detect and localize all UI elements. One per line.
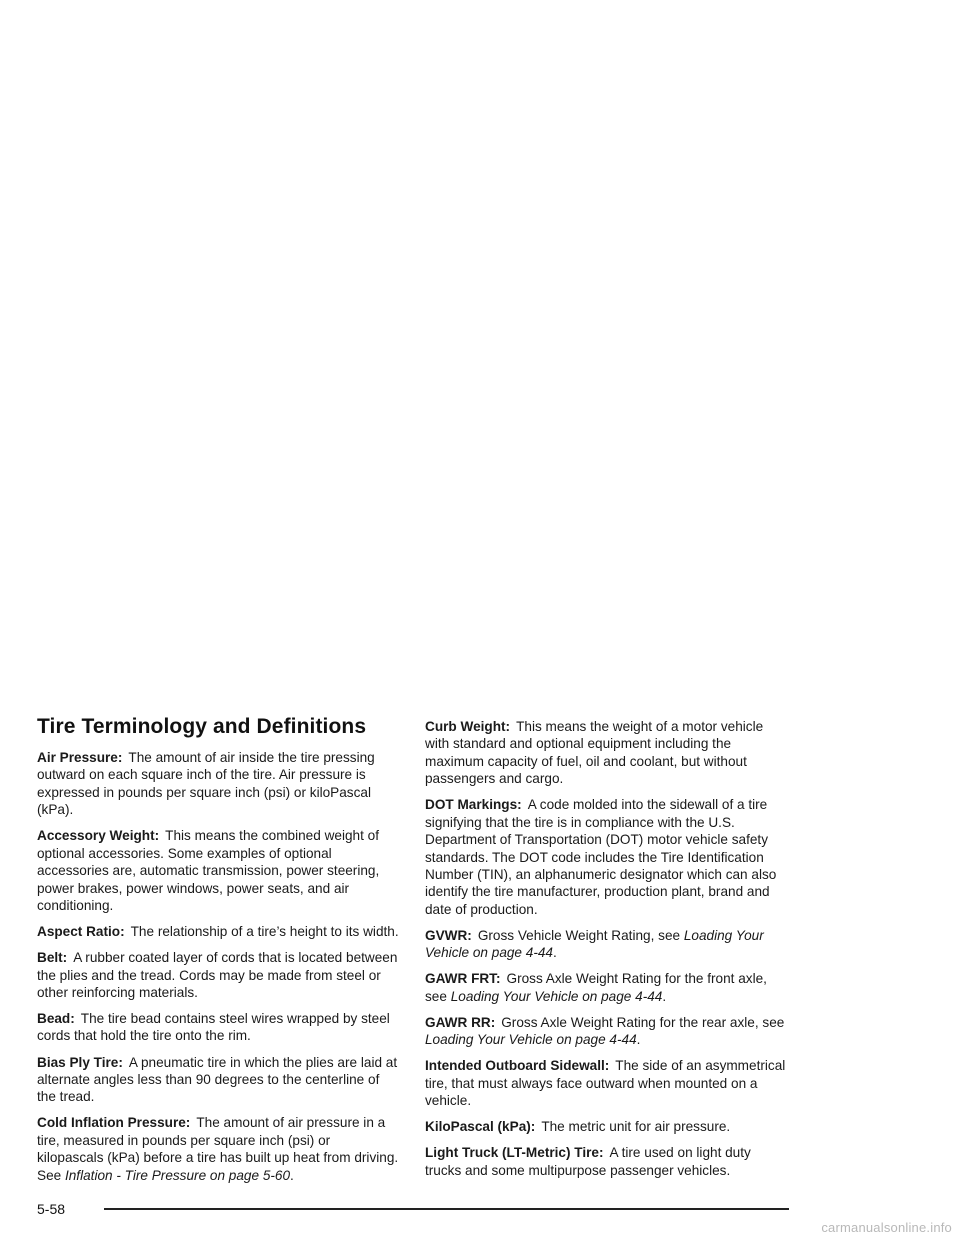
definition-term: GAWR FRT: (425, 971, 501, 987)
definition-term: Intended Outboard Sidewall: (425, 1058, 610, 1074)
definition-curb-weight (425, 718, 787, 788)
definition-text: A code molded into the sidewall of a tire signifying that the tire is in compliance with the U.S. Department of Transportation (DOT) motor vehicle safety standards. The DOT code includes the Tire Identification Number (TIN), an alphanumeric designator which can also identify the tire manufacturer, production plant, brand and date of production. (425, 797, 777, 917)
definition-text: Gross Vehicle Weight Rating, see (477, 927, 684, 943)
definition-end: . (636, 1032, 641, 1048)
definition-text: This means the combined weight of optional accessories. Some examples of optional accessories are, automatic transmission, power steering, power brakes, power windows, power seats, and air conditioning. (37, 828, 380, 913)
definition-term: Air Pressure: (37, 750, 123, 765)
definition-bias-ply-tire (37, 1054, 399, 1106)
definition-text: This means the weight of a motor vehicle with standard and optional equipment including the maximum capacity of fuel, oil and coolant, but without passengers and cargo. (425, 719, 764, 787)
definition-term: GAWR RR: (425, 1014, 496, 1030)
definition-text: The amount of air pressure in a tire, measured in pounds per square inch (psi) or kilopascals (kPa) before a tire has built up heat from driving. See (37, 1115, 399, 1183)
definition-kilopascal (425, 1118, 787, 1135)
definition-aspect-ratio (37, 923, 399, 940)
definitions-column-right (425, 718, 787, 1188)
definition-light-truck-tire (425, 1144, 787, 1179)
definition-intended-outboard-sidewall (425, 1057, 787, 1109)
definition-belt (37, 949, 399, 1001)
definition-dot-markings (425, 796, 787, 918)
definition-gawr-rr (425, 1014, 787, 1049)
definition-text: A pneumatic tire in which the plies are laid at alternate angles less than 90 degrees to the centerline of the tread. (37, 1054, 398, 1105)
definition-term: Curb Weight: (425, 719, 511, 734)
definition-gawr-frt (425, 970, 787, 1005)
definition-end: . (552, 945, 557, 961)
definition-term: Belt: (37, 950, 68, 966)
definition-text: The amount of air inside the tire pressing outward on each square inch of the tire. Air pressure is expressed in pounds per square inch (psi) or kiloPascal (kPa). (37, 750, 375, 818)
definition-text: The tire bead contains steel wires wrapped by steel cords that hold the tire onto the rim. (37, 1011, 390, 1044)
cross-reference-link[interactable]: Loading Your Vehicle on page 4-44 (450, 988, 663, 1004)
definition-text: The relationship of a tire’s height to its width. (130, 924, 399, 940)
definition-end: . (662, 988, 667, 1004)
watermark: carmanualsonline.info (821, 1220, 952, 1235)
definition-end: . (290, 1167, 294, 1183)
definition-term: Bias Ply Tire: (37, 1054, 123, 1070)
definition-term: Cold Inflation Pressure: (37, 1115, 191, 1131)
definition-air-pressure (37, 749, 399, 819)
cross-reference-link[interactable]: Loading Your Vehicle on page 4-44 (425, 1032, 637, 1048)
definition-text: Gross Axle Weight Rating for the rear axle, see (501, 1014, 785, 1030)
page-number: 5-58 (37, 1201, 66, 1217)
definition-text: A rubber coated layer of cords that is located between the plies and the tread. Cords may be made from steel or other reinforcing materials. (37, 950, 398, 1000)
definition-term: GVWR: (425, 927, 472, 943)
definition-term: Accessory Weight: (37, 828, 160, 844)
definition-accessory-weight (37, 827, 399, 914)
definition-term: Light Truck (LT-Metric) Tire: (425, 1145, 604, 1161)
definition-text: A tire used on light duty trucks and some multipurpose passenger vehicles. (425, 1145, 751, 1178)
definition-text: Gross Axle Weight Rating for the front axle, see (425, 971, 767, 1004)
definitions-column-left (37, 749, 399, 1193)
definition-cold-inflation-pressure (37, 1114, 399, 1184)
definition-term: DOT Markings: (425, 797, 522, 813)
definition-term: Bead: (37, 1011, 75, 1027)
cross-reference-link[interactable]: Inflation - Tire Pressure on page 5-60 (64, 1167, 291, 1183)
definition-gvwr (425, 927, 787, 962)
cross-reference-link[interactable]: Loading Your Vehicle on page 4-44 (425, 927, 764, 961)
footer-rule (104, 1208, 789, 1210)
definition-term: KiloPascal (kPa): (425, 1119, 536, 1135)
definition-term: Aspect Ratio: (37, 924, 125, 940)
definition-text: The side of an asymmetrical tire, that must always face outward when mounted on a vehicle. (425, 1058, 786, 1109)
section-title: Tire Terminology and Definitions (37, 715, 367, 738)
definition-text: The metric unit for air pressure. (541, 1119, 731, 1135)
definition-bead (37, 1010, 399, 1045)
